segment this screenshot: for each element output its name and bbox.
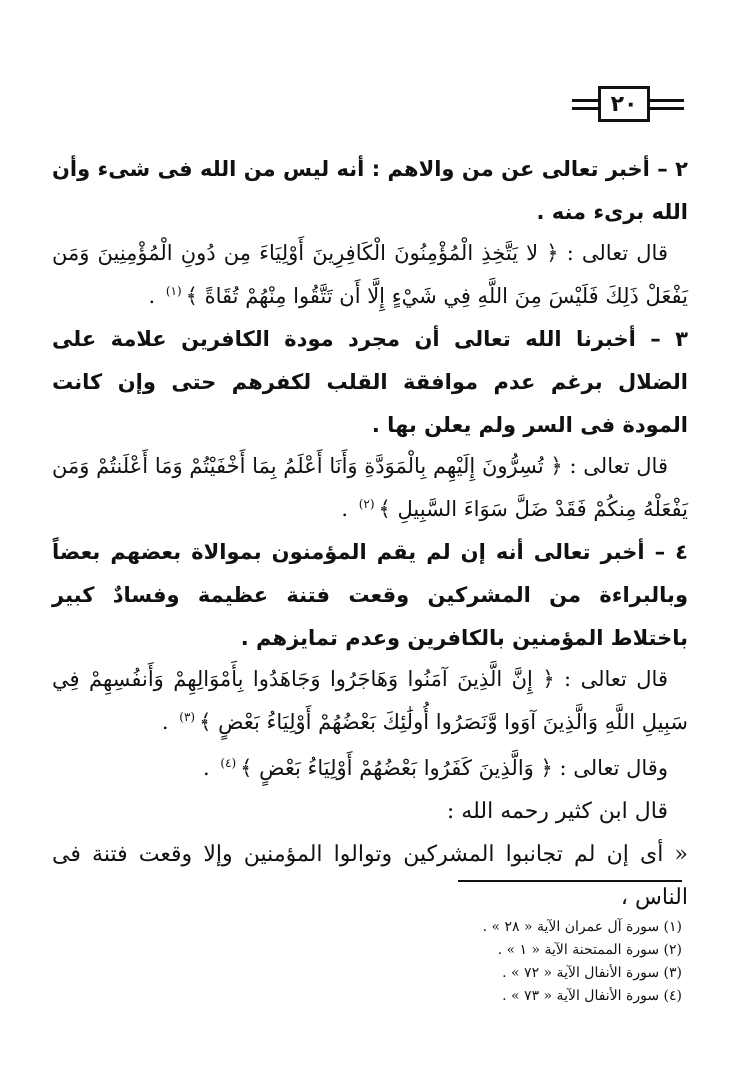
quran-quote-1-text: قال تعالى : ﴿ لا يَتَّخِذِ الْمُؤْمِنُونَ الْكَافِرِينَ أَوْلِيَاءَ مِن دُونِ الْمُؤْمِنِينَ وَمَن يَفْعَلْ ذَلِكَ فَلَيْسَ مِنَ اللَّهِ فِي شَيْءٍ إِلَّا أَن تَتَّقُوا مِنْهُمْ تُقَاةً ﴾ — [52, 241, 688, 308]
footnote-3: (٣) سورة الأنفال الآية « ٧٢ » . — [502, 965, 682, 981]
point-2 — [52, 148, 688, 234]
quran-quote-4-text: وقال تعالى : ﴿ وَالَّذِينَ كَفَرُوا بَعْضُهُمْ أَوْلِيَاءُ بَعْضٍ ﴾ — [240, 756, 668, 780]
quran-quote-2: قال تعالى : ﴿ تُسِرُّونَ إِلَيْهِم بِالْمَوَدَّةِ وَأَنَا أَعْلَمُ بِمَا أَخْفَيْتُمْ وَمَا أَعْلَنتُمْ وَمَن يَفْعَلْهُ مِنكُمْ فَقَدْ ضَلَّ سَوَاءَ السَّبِيلِ ﴾$^{(٢)}$ . — [52, 454, 688, 521]
point-2-text: ٢ – أخبر تعالى عن من والاهم : أنه ليس من الله فى شىء وأن الله برىء منه . — [52, 157, 688, 224]
page-number-rule-right — [650, 107, 684, 110]
point-4 — [52, 531, 688, 660]
point-3 — [52, 318, 688, 447]
point-3-text: ٣ – أخبرنا الله تعالى أن مجرد مودة الكافرين علامة على الضلال برغم عدم موافقة القلب لكفرهم حتى وإن كانت المودة فى السر ولم يعلن بها . — [52, 327, 688, 437]
page-number: ٢٠ — [598, 86, 650, 122]
ibn-kathir-intro: قال ابن كثير رحمه الله : — [446, 799, 668, 824]
footnote-2: (٢) سورة الممتحنة الآية « ١ » . — [497, 942, 682, 958]
footnote-1: (١) سورة آل عمران الآية « ٢٨ » . — [482, 919, 682, 935]
ibn-kathir-quote: « أى إن لم تجانبوا المشركين وتوالوا المؤمنين وإلا وقعت فتنة فى الناس ، — [52, 842, 688, 910]
point-4-text: ٤ – أخبر تعالى أنه إن لم يقم المؤمنون بموالاة بعضهم بعضاً وبالبراءة من المشركين وقعت فتنة عظيمة وفسادٌ كبير باختلاط المؤمنين بالكافرين وعدم تمايزهم . — [52, 540, 688, 650]
quran-quote-3-text: قال تعالى : ﴿ إِنَّ الَّذِينَ آمَنُوا وَهَاجَرُوا وَجَاهَدُوا بِأَمْوَالِهِمْ وَأَنفُسِهِمْ فِي سَبِيلِ اللَّهِ وَالَّذِينَ آوَوا وَّنَصَرُوا أُولَٰئِكَ بَعْضُهُمْ أَوْلِيَاءُ بَعْضٍ ﴾ — [52, 667, 688, 734]
quran-quote-3: قال تعالى : ﴿ إِنَّ الَّذِينَ آمَنُوا وَهَاجَرُوا وَجَاهَدُوا بِأَمْوَالِهِمْ وَأَنفُسِهِمْ فِي سَبِيلِ اللَّهِ وَالَّذِينَ آوَوا وَّنَصَرُوا أُولَٰئِكَ بَعْضُهُمْ أَوْلِيَاءُ بَعْضٍ ﴾$^{(٣)}$ . — [52, 667, 688, 734]
footnote-ref-4: (٤) — [220, 756, 237, 770]
quran-quote-2-text: قال تعالى : ﴿ تُسِرُّونَ إِلَيْهِم بِالْمَوَدَّةِ وَأَنَا أَعْلَمُ بِمَا أَخْفَيْتُمْ وَمَا أَعْلَنتُمْ وَمَن يَفْعَلْهُ مِنكُمْ فَقَدْ ضَلَّ سَوَاءَ السَّبِيلِ ﴾ — [52, 454, 688, 521]
page-number-rule-left — [572, 99, 598, 102]
footnote-ref-2: (٢) — [358, 497, 375, 511]
page-number-frame — [572, 86, 684, 126]
footnote-ref-1: (١) — [165, 284, 182, 298]
quran-quote-1: قال تعالى : ﴿ لا يَتَّخِذِ الْمُؤْمِنُونَ الْكَافِرِينَ أَوْلِيَاءَ مِن دُونِ الْمُؤْمِنِينَ وَمَن يَفْعَلْ ذَلِكَ فَلَيْسَ مِنَ اللَّهِ فِي شَيْءٍ إِلَّا أَن تَتَّقُوا مِنْهُمْ تُقَاةً ﴾$^{(١)}$ . — [52, 241, 688, 308]
page-number-rule-left — [572, 107, 598, 110]
footnotes — [300, 916, 682, 1008]
footnote-4: (٤) سورة الأنفال الآية « ٧٣ » . — [502, 988, 682, 1004]
footnote-separator — [458, 880, 682, 882]
footnote-ref-3: (٣) — [179, 710, 196, 724]
page-body — [52, 148, 688, 919]
quran-quote-4: وقال تعالى : ﴿ وَالَّذِينَ كَفَرُوا بَعْضُهُمْ أَوْلِيَاءُ بَعْضٍ ﴾$^{(٤)}$ . — [202, 756, 668, 780]
page-number-rule-right — [650, 99, 684, 102]
